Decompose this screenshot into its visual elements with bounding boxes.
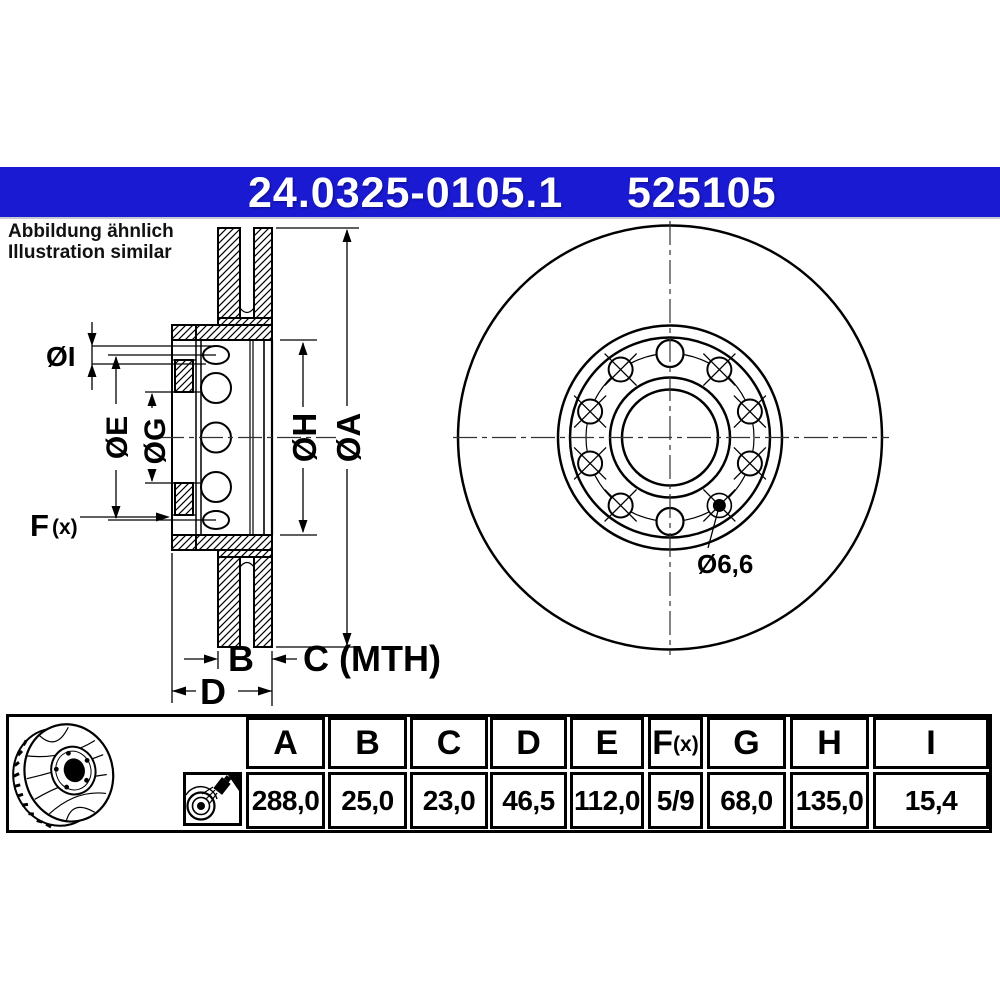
brake-disc-illustration	[9, 717, 184, 829]
spec-col-header-E: E	[570, 717, 644, 769]
locating-hole-diameter-label: Ø6,6	[697, 549, 754, 579]
dim-label-e: ØE	[101, 415, 134, 460]
dim-label-h: ØH	[286, 412, 323, 463]
spec-value-B: 25,0	[328, 772, 407, 829]
spec-col-header-C: C	[410, 717, 488, 769]
spec-col-header-B: B	[328, 717, 407, 769]
reference-number: 525105	[627, 169, 777, 217]
spec-value-H: 135,0	[790, 772, 869, 829]
spec-value-I: 15,4	[873, 772, 989, 829]
spec-col-header-F: F (x)	[648, 717, 703, 769]
dim-label-f-sub: (x)	[52, 516, 78, 539]
spec-value-E: 112,0	[570, 772, 644, 829]
spec-col-header-I: I	[873, 717, 989, 769]
dim-label-b: B	[228, 638, 254, 679]
spec-col-header-D: D	[490, 717, 567, 769]
spec-col-header-G: G	[707, 717, 786, 769]
dim-label-g: ØG	[139, 417, 172, 465]
dim-label-c: C (MTH)	[303, 638, 441, 679]
spec-col-header-A: A	[246, 717, 325, 769]
spec-value-F: 5/9	[648, 772, 703, 829]
spec-table	[6, 714, 992, 833]
dim-label-f: F	[30, 508, 49, 543]
dim-label-d: D	[200, 671, 226, 712]
part-number: 24.0325-0105.1	[248, 169, 564, 217]
dim-label-i: ØI	[46, 341, 76, 372]
spec-value-A: 288,0	[246, 772, 325, 829]
coating-icon-box	[183, 772, 242, 826]
spec-value-D: 46,5	[490, 772, 567, 829]
spec-col-header-H: H	[790, 717, 869, 769]
note-line-de: Abbildung ähnlich	[8, 221, 174, 242]
note-line-en: Illustration similar	[8, 242, 172, 263]
spec-value-C: 23,0	[410, 772, 488, 829]
dim-label-a: ØA	[330, 412, 367, 463]
spec-value-G: 68,0	[707, 772, 786, 829]
coating-spray-icon	[186, 775, 239, 823]
